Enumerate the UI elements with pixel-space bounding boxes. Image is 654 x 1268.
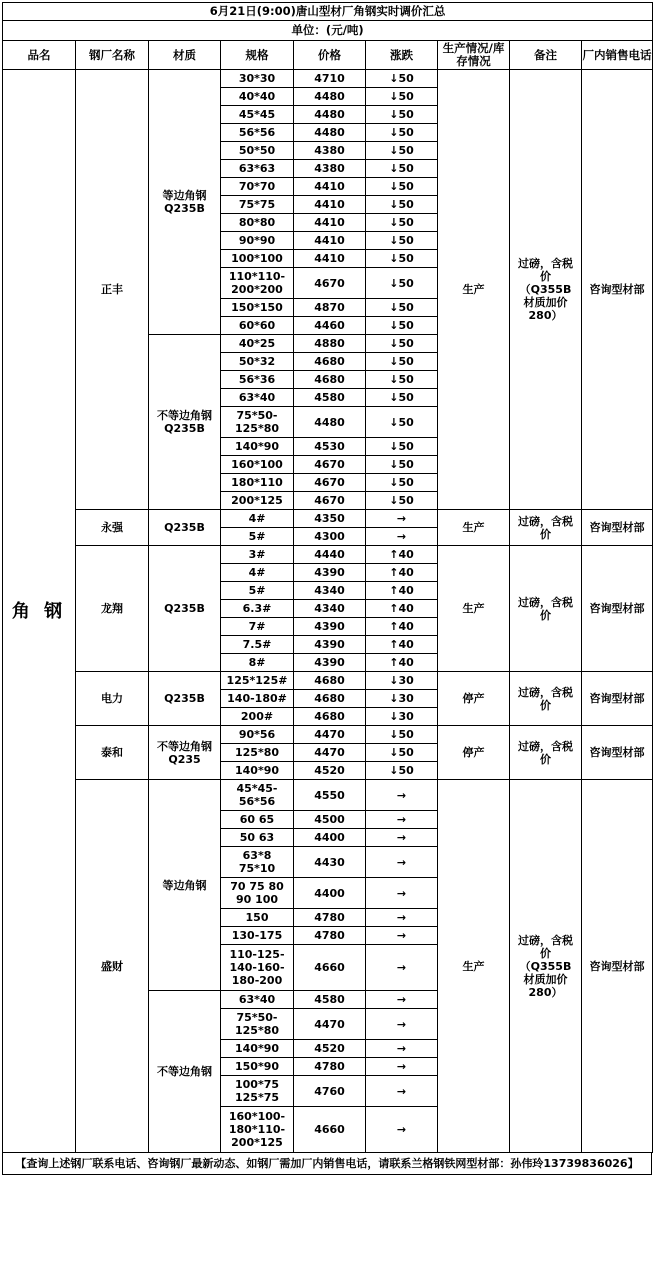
- price-cell: 4400: [294, 829, 366, 847]
- change-cell: ↓50: [366, 196, 438, 214]
- change-cell: ↓50: [366, 124, 438, 142]
- price-cell: 4680: [294, 690, 366, 708]
- mill-name: 泰和: [76, 726, 149, 780]
- table-row: [3, 510, 653, 528]
- change-cell: →: [366, 927, 438, 945]
- price-cell: 4780: [294, 1058, 366, 1076]
- change-cell: →: [366, 991, 438, 1009]
- change-cell: →: [366, 528, 438, 546]
- price-cell: 4440: [294, 546, 366, 564]
- price-cell: 4480: [294, 407, 366, 438]
- spec-cell: 125*125#: [221, 672, 294, 690]
- material: 不等边角钢Q235B: [149, 335, 221, 510]
- spec-cell: 63*40: [221, 389, 294, 407]
- change-cell: ↓50: [366, 456, 438, 474]
- remark-cell: 过磅，含税价: [510, 510, 582, 546]
- change-cell: ↓50: [366, 762, 438, 780]
- price-cell: 4580: [294, 991, 366, 1009]
- spec-cell: 3#: [221, 546, 294, 564]
- spec-cell: 100*75 125*75: [221, 1076, 294, 1107]
- price-cell: 4380: [294, 160, 366, 178]
- header-product: 品名: [3, 41, 76, 70]
- spec-cell: 5#: [221, 582, 294, 600]
- spec-cell: 150: [221, 909, 294, 927]
- change-cell: →: [366, 847, 438, 878]
- change-cell: ↓50: [366, 160, 438, 178]
- change-cell: ↓50: [366, 142, 438, 160]
- spec-cell: 60*60: [221, 317, 294, 335]
- spec-cell: 75*50-125*80: [221, 407, 294, 438]
- price-cell: 4870: [294, 299, 366, 317]
- mill-name: 永强: [76, 510, 149, 546]
- change-cell: →: [366, 878, 438, 909]
- spec-cell: 50 63: [221, 829, 294, 847]
- price-sheet: [2, 2, 652, 1175]
- unit-label: 单位：(元/吨): [3, 21, 653, 41]
- spec-cell: 125*80: [221, 744, 294, 762]
- price-cell: 4410: [294, 214, 366, 232]
- spec-cell: 60 65: [221, 811, 294, 829]
- spec-cell: 100*100: [221, 250, 294, 268]
- material: 不等边角钢Q235: [149, 726, 221, 780]
- spec-cell: 56*36: [221, 371, 294, 389]
- spec-cell: 40*40: [221, 88, 294, 106]
- change-cell: ↓50: [366, 106, 438, 124]
- price-cell: 4470: [294, 744, 366, 762]
- price-cell: 4410: [294, 196, 366, 214]
- spec-cell: 50*50: [221, 142, 294, 160]
- change-cell: ↓50: [366, 744, 438, 762]
- table-title: 6月21日(9:00)唐山型材厂角钢实时调价汇总: [3, 3, 653, 21]
- spec-cell: 90*56: [221, 726, 294, 744]
- price-cell: 4460: [294, 317, 366, 335]
- price-cell: 4390: [294, 636, 366, 654]
- production-status: 生产: [438, 780, 510, 1153]
- price-cell: 4760: [294, 1076, 366, 1107]
- change-cell: ↓50: [366, 474, 438, 492]
- spec-cell: 63*8 75*10: [221, 847, 294, 878]
- price-table: [2, 2, 653, 1153]
- change-cell: ↓50: [366, 371, 438, 389]
- sales-phone: 咨询型材部: [582, 70, 653, 510]
- spec-cell: 80*80: [221, 214, 294, 232]
- change-cell: →: [366, 1076, 438, 1107]
- change-cell: ↑40: [366, 654, 438, 672]
- material: 等边角钢: [149, 780, 221, 991]
- change-cell: ↓50: [366, 407, 438, 438]
- spec-cell: 7.5#: [221, 636, 294, 654]
- price-cell: 4500: [294, 811, 366, 829]
- spec-cell: 160*100: [221, 456, 294, 474]
- price-cell: 4430: [294, 847, 366, 878]
- table-row: [3, 70, 653, 88]
- footer-note: 【查询上述钢厂联系电话、咨询钢厂最新动态、如钢厂需加厂内销售电话，请联系兰格钢铁网型材部：孙伟玲13739836026】: [2, 1153, 652, 1175]
- price-cell: 4340: [294, 600, 366, 618]
- production-status: 停产: [438, 672, 510, 726]
- change-cell: ↓50: [366, 70, 438, 88]
- spec-cell: 180*110: [221, 474, 294, 492]
- change-cell: ↓50: [366, 268, 438, 299]
- change-cell: ↑40: [366, 636, 438, 654]
- remark-cell: 过磅，含税价: [510, 546, 582, 672]
- spec-cell: 5#: [221, 528, 294, 546]
- spec-cell: 4#: [221, 564, 294, 582]
- spec-cell: 75*75: [221, 196, 294, 214]
- spec-cell: 140*90: [221, 438, 294, 456]
- price-cell: 4580: [294, 389, 366, 407]
- table-row: [3, 546, 653, 564]
- spec-cell: 200#: [221, 708, 294, 726]
- sales-phone: 咨询型材部: [582, 672, 653, 726]
- price-cell: 4470: [294, 1009, 366, 1040]
- header-change: 涨跌: [366, 41, 438, 70]
- price-cell: 4670: [294, 456, 366, 474]
- change-cell: →: [366, 909, 438, 927]
- product-name: 角 钢: [3, 70, 76, 1153]
- sales-phone: 咨询型材部: [582, 726, 653, 780]
- change-cell: →: [366, 945, 438, 991]
- price-cell: 4300: [294, 528, 366, 546]
- remark-cell: 过磅，含税价: [510, 672, 582, 726]
- spec-cell: 140*90: [221, 1040, 294, 1058]
- material: 不等边角钢: [149, 991, 221, 1153]
- spec-cell: 50*32: [221, 353, 294, 371]
- spec-cell: 7#: [221, 618, 294, 636]
- price-cell: 4350: [294, 510, 366, 528]
- spec-cell: 75*50-125*80: [221, 1009, 294, 1040]
- price-cell: 4480: [294, 124, 366, 142]
- change-cell: ↓50: [366, 353, 438, 371]
- price-cell: 4520: [294, 1040, 366, 1058]
- spec-cell: 140*90: [221, 762, 294, 780]
- change-cell: →: [366, 510, 438, 528]
- change-cell: →: [366, 1009, 438, 1040]
- remark-cell: 过磅，含税价（Q355B材质加价280）: [510, 780, 582, 1153]
- change-cell: ↓50: [366, 299, 438, 317]
- header-price: 价格: [294, 41, 366, 70]
- change-cell: ↓50: [366, 178, 438, 196]
- spec-cell: 63*63: [221, 160, 294, 178]
- spec-cell: 200*125: [221, 492, 294, 510]
- price-cell: 4670: [294, 268, 366, 299]
- change-cell: ↑40: [366, 600, 438, 618]
- spec-cell: 6.3#: [221, 600, 294, 618]
- production-status: 生产: [438, 510, 510, 546]
- spec-cell: 40*25: [221, 335, 294, 353]
- mill-name: 电力: [76, 672, 149, 726]
- spec-cell: 70 75 80 90 100: [221, 878, 294, 909]
- price-cell: 4670: [294, 474, 366, 492]
- change-cell: ↓50: [366, 88, 438, 106]
- price-cell: 4710: [294, 70, 366, 88]
- price-cell: 4680: [294, 371, 366, 389]
- price-cell: 4390: [294, 618, 366, 636]
- spec-cell: 110-125-140-160-180-200: [221, 945, 294, 991]
- header-mill: 钢厂名称: [76, 41, 149, 70]
- price-cell: 4400: [294, 878, 366, 909]
- price-cell: 4780: [294, 927, 366, 945]
- change-cell: ↓50: [366, 438, 438, 456]
- spec-cell: 150*90: [221, 1058, 294, 1076]
- change-cell: ↓50: [366, 389, 438, 407]
- change-cell: ↓50: [366, 726, 438, 744]
- price-cell: 4660: [294, 945, 366, 991]
- header-production: 生产情况/库存情况: [438, 41, 510, 70]
- price-cell: 4390: [294, 654, 366, 672]
- header-phone: 厂内销售电话: [582, 41, 653, 70]
- mill-name: 正丰: [76, 70, 149, 510]
- change-cell: ↓30: [366, 708, 438, 726]
- spec-cell: 150*150: [221, 299, 294, 317]
- spec-cell: 63*40: [221, 991, 294, 1009]
- price-cell: 4550: [294, 780, 366, 811]
- spec-cell: 8#: [221, 654, 294, 672]
- change-cell: →: [366, 1107, 438, 1153]
- spec-cell: 45*45: [221, 106, 294, 124]
- change-cell: →: [366, 1058, 438, 1076]
- change-cell: →: [366, 811, 438, 829]
- change-cell: →: [366, 1040, 438, 1058]
- material: Q235B: [149, 546, 221, 672]
- price-cell: 4660: [294, 1107, 366, 1153]
- change-cell: →: [366, 829, 438, 847]
- price-cell: 4530: [294, 438, 366, 456]
- price-cell: 4410: [294, 178, 366, 196]
- sales-phone: 咨询型材部: [582, 546, 653, 672]
- header-remark: 备注: [510, 41, 582, 70]
- spec-cell: 70*70: [221, 178, 294, 196]
- spec-cell: 4#: [221, 510, 294, 528]
- spec-cell: 45*45-56*56: [221, 780, 294, 811]
- production-status: 生产: [438, 546, 510, 672]
- header-material: 材质: [149, 41, 221, 70]
- change-cell: ↓50: [366, 317, 438, 335]
- spec-cell: 160*100-180*110-200*125: [221, 1107, 294, 1153]
- sales-phone: 咨询型材部: [582, 780, 653, 1153]
- remark-cell: 过磅，含税价: [510, 726, 582, 780]
- price-cell: 4380: [294, 142, 366, 160]
- production-status: 生产: [438, 70, 510, 510]
- change-cell: ↓30: [366, 690, 438, 708]
- sales-phone: 咨询型材部: [582, 510, 653, 546]
- remark-cell: 过磅，含税价（Q355B材质加价280）: [510, 70, 582, 510]
- change-cell: ↓50: [366, 335, 438, 353]
- table-row: [3, 672, 653, 690]
- price-cell: 4480: [294, 106, 366, 124]
- price-cell: 4670: [294, 492, 366, 510]
- change-cell: ↓50: [366, 492, 438, 510]
- change-cell: ↓50: [366, 232, 438, 250]
- header-spec: 规格: [221, 41, 294, 70]
- price-cell: 4470: [294, 726, 366, 744]
- mill-name: 盛财: [76, 780, 149, 1153]
- spec-cell: 56*56: [221, 124, 294, 142]
- spec-cell: 130-175: [221, 927, 294, 945]
- mill-name: 龙翔: [76, 546, 149, 672]
- price-cell: 4680: [294, 353, 366, 371]
- price-cell: 4390: [294, 564, 366, 582]
- table-row: [3, 780, 653, 811]
- change-cell: ↑40: [366, 564, 438, 582]
- change-cell: ↓50: [366, 250, 438, 268]
- change-cell: ↓50: [366, 214, 438, 232]
- material: Q235B: [149, 672, 221, 726]
- price-cell: 4880: [294, 335, 366, 353]
- table-row: [3, 726, 653, 744]
- change-cell: →: [366, 780, 438, 811]
- price-cell: 4520: [294, 762, 366, 780]
- price-cell: 4680: [294, 672, 366, 690]
- change-cell: ↑40: [366, 582, 438, 600]
- spec-cell: 30*30: [221, 70, 294, 88]
- price-cell: 4410: [294, 232, 366, 250]
- price-cell: 4780: [294, 909, 366, 927]
- material: Q235B: [149, 510, 221, 546]
- change-cell: ↑40: [366, 546, 438, 564]
- price-cell: 4480: [294, 88, 366, 106]
- spec-cell: 90*90: [221, 232, 294, 250]
- price-cell: 4340: [294, 582, 366, 600]
- spec-cell: 110*110-200*200: [221, 268, 294, 299]
- change-cell: ↑40: [366, 618, 438, 636]
- production-status: 停产: [438, 726, 510, 780]
- material: 等边角钢Q235B: [149, 70, 221, 335]
- price-cell: 4680: [294, 708, 366, 726]
- change-cell: ↓30: [366, 672, 438, 690]
- spec-cell: 140-180#: [221, 690, 294, 708]
- price-cell: 4410: [294, 250, 366, 268]
